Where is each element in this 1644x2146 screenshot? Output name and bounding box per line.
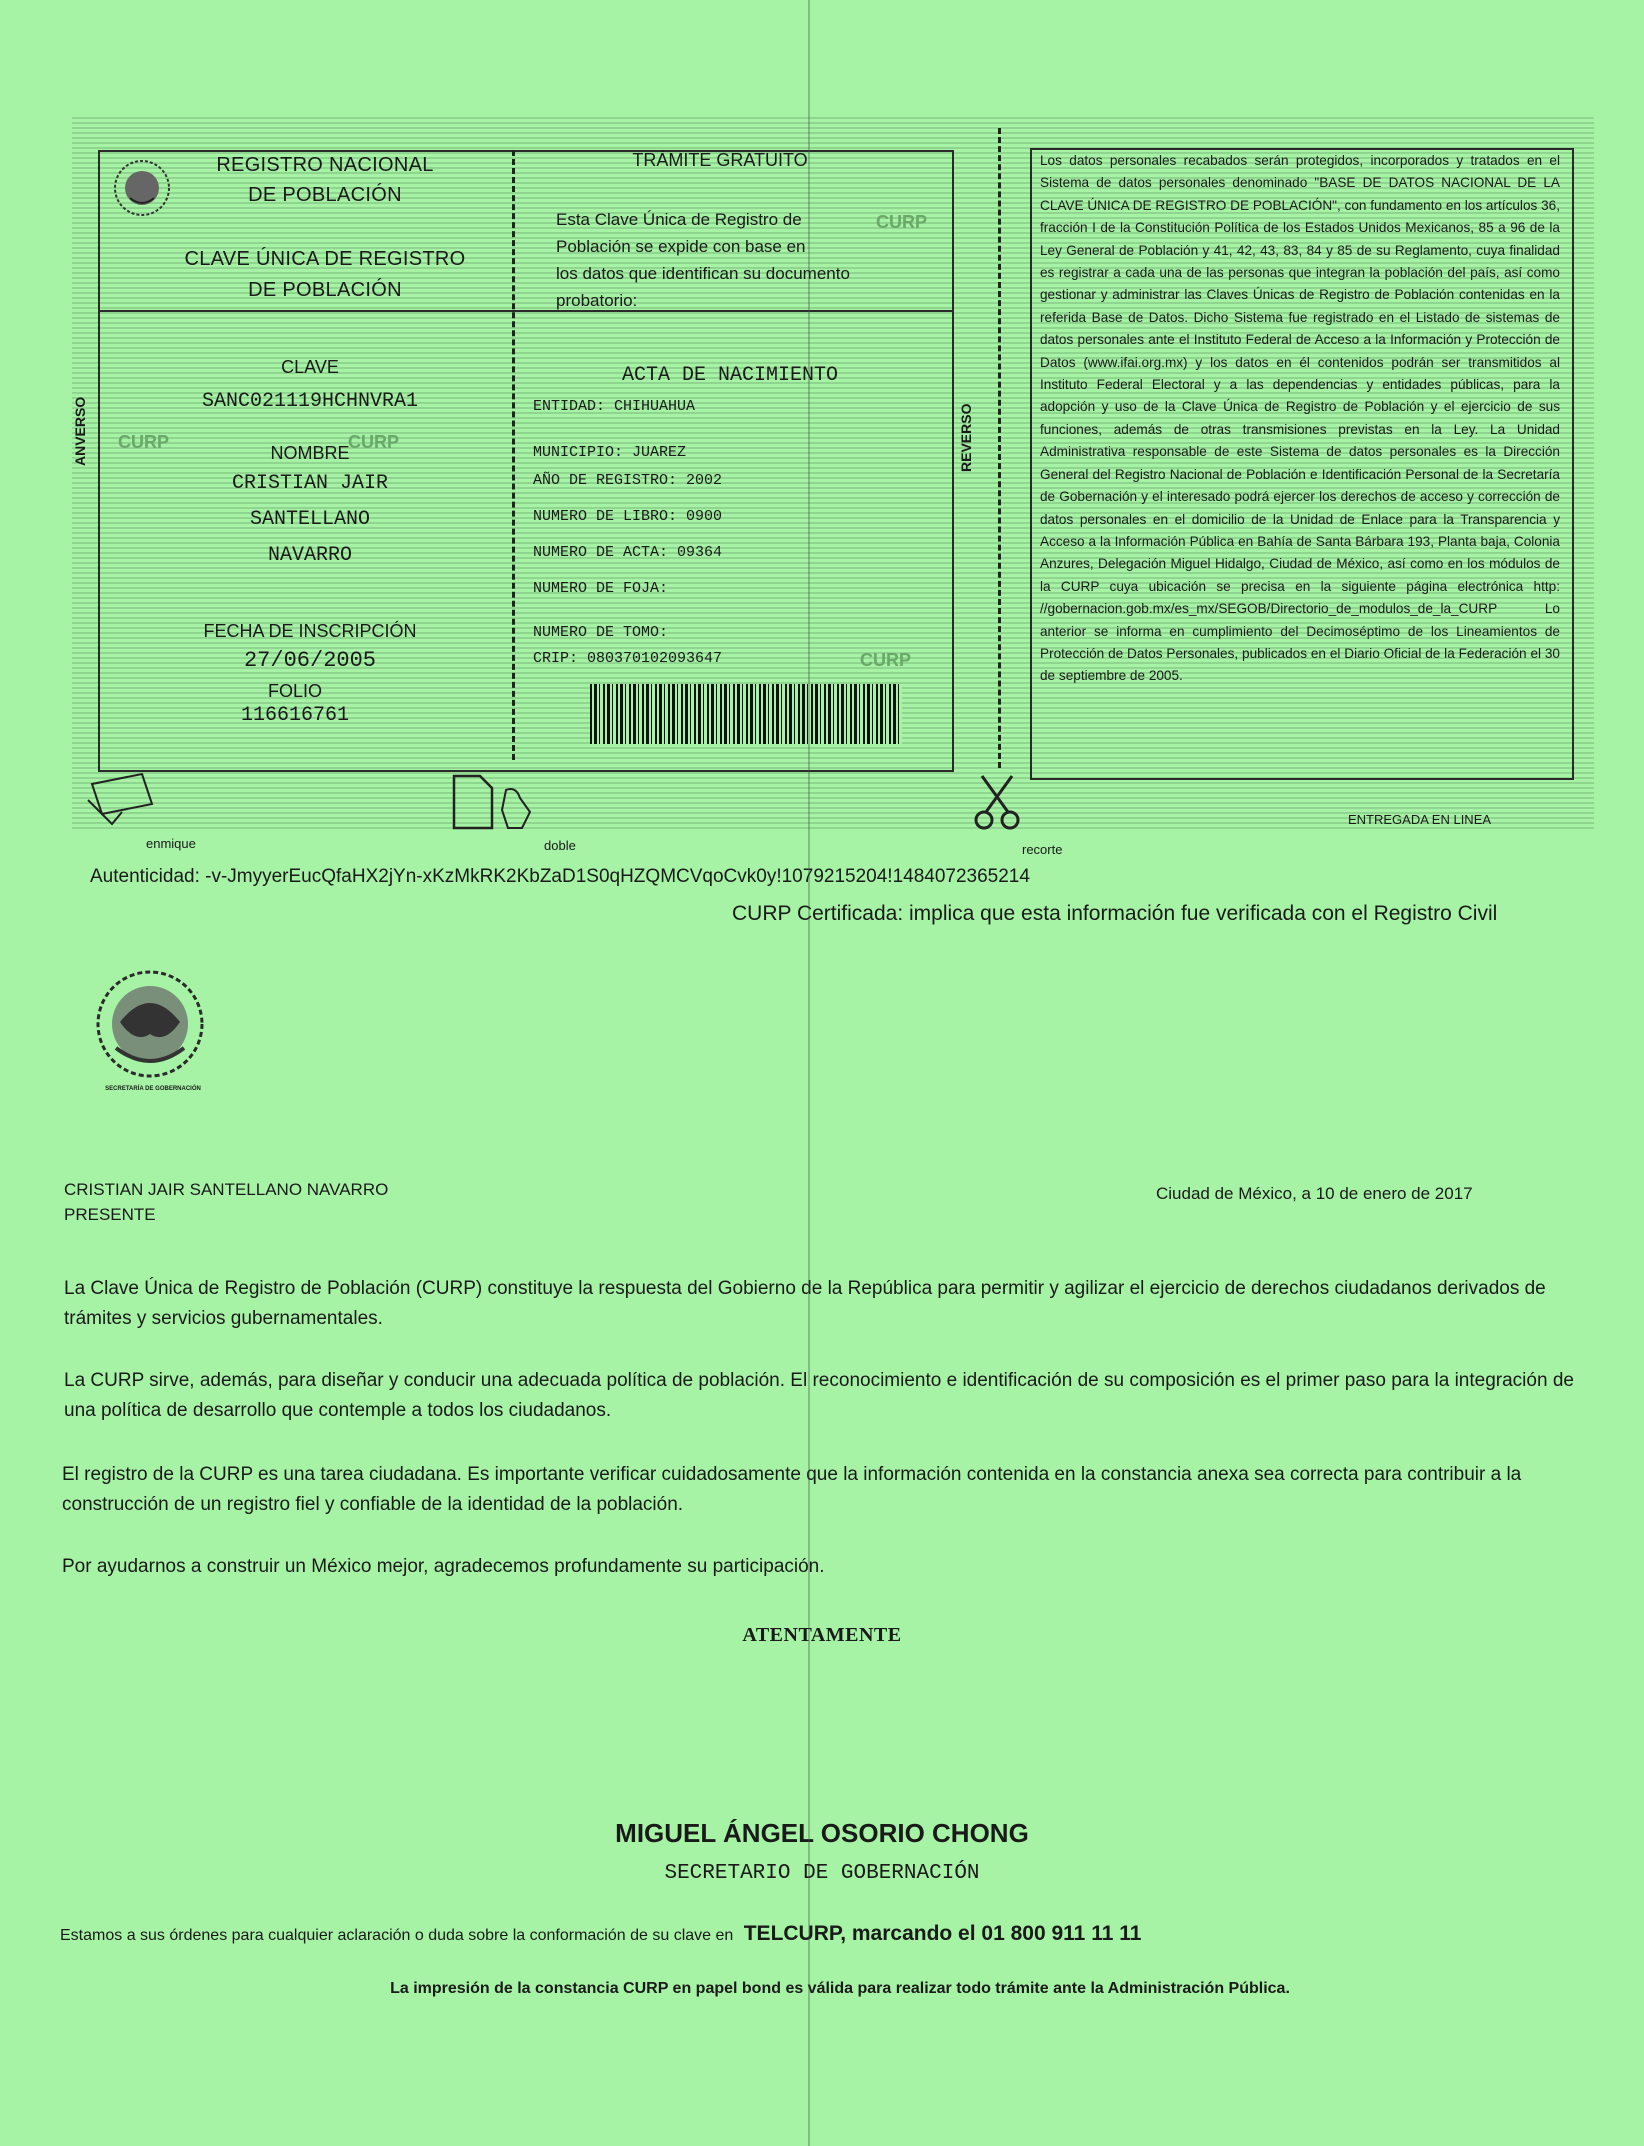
fold-doble-icon (450, 772, 542, 832)
seal-caption: SECRETARÍA DE GOBERNACIÓN (105, 1086, 201, 1092)
contact-text: Estamos a sus órdenes para cualquier aclaración o duda sobre la conformación de su clave en (60, 1927, 734, 1944)
doble-label: doble (544, 838, 576, 853)
paragraph-4: Por ayudarnos a construir un México mejor, agradecemos profundamente su participación. (62, 1556, 825, 1577)
intro-line4: probatorio: (556, 291, 638, 310)
curp-watermark: CURP (118, 432, 170, 452)
signer-name: MIGUEL ÁNGEL OSORIO CHONG (615, 1818, 1029, 1848)
presente: PRESENTE (64, 1205, 156, 1224)
doc-type: ACTA DE NACIMIENTO (621, 364, 839, 387)
nombre-line1: CRISTIAN JAIR (231, 472, 389, 495)
card-title-line2: DE POBLACIÓN (248, 184, 402, 206)
nombre-label: NOMBRE (270, 443, 350, 463)
folio-label: FOLIO (267, 681, 322, 701)
reverso-label: REVERSO (958, 403, 974, 472)
card-title-line1: REGISTRO NACIONAL (216, 154, 434, 176)
letter-date: Ciudad de México, a 10 de enero de 2017 (1156, 1184, 1473, 1203)
tramite-gratuito: TRÁMITE GRATUITO (632, 150, 808, 170)
paragraph-2: La CURP sirve, además, para diseñar y conducir una adecuada política de población. El reconocimiento e identificación de su composición es el primer paso para la integración de una política de desarrollo que contemple a todos los ciudadanos. (64, 1370, 1574, 1421)
numero-libro: NUMERO DE LIBRO: 0900 (533, 508, 723, 525)
autenticidad-string: Autenticidad: -v-JmyyerEucQfaHX2jYn-xKzMkRK2KbZaD1S0qHZQMCVqoCvk0y!1079215204!1484072365214 (90, 866, 1030, 887)
nombre-line2: SANTELLANO (249, 508, 371, 531)
anverso-label: ANVERSO (72, 396, 88, 466)
curp-watermark: CURP (860, 650, 912, 670)
enmique-label: enmique (146, 836, 196, 851)
curp-watermark: CURP (348, 432, 400, 452)
card-subtitle-line1: CLAVE ÚNICA DE REGISTRO (184, 248, 466, 270)
footer-note: La impresión de la constancia CURP en papel bond es válida para realizar todo trámite ante la Administración Pública. (390, 1980, 1290, 1997)
entidad: ENTIDAD: CHIHUAHUA (533, 398, 696, 415)
paragraph-1: La Clave Única de Registro de Población (CURP) constituye la respuesta del Gobierno de la República para permitir y agilizar el ejercicio de derechos ciudadanos derivados de trámites y servicios gubernamentales. (64, 1278, 1546, 1329)
entregada-en-linea: ENTREGADA EN LINEA (1348, 812, 1492, 827)
paper-fold-crease (808, 0, 810, 2146)
card-cut-line (998, 128, 1001, 768)
card-center-fold (512, 150, 515, 760)
curp-certificada: CURP Certificada: implica que esta información fue verificada con el Registro Civil (732, 902, 1498, 925)
fecha-label: FECHA DE INSCRIPCIÓN (203, 621, 417, 641)
numero-foja: NUMERO DE FOJA: (533, 580, 669, 597)
numero-acta: NUMERO DE ACTA: 09364 (533, 544, 723, 561)
fecha-value: 27/06/2005 (243, 648, 377, 673)
crip: CRIP: 080370102093647 (533, 650, 723, 667)
privacy-notice: Los datos personales recabados serán protegidos, incorporados y tratados en el Sistema de datos personales denominado "BASE DE DATOS NACIONAL DE LA CLAVE ÚNICA DE REGISTRO DE POBLACIÓN", con fundamento en los artículos 36, fracción I de la Constitución Política de los Estados Unidos Mexicanos, 85 a 96 de la Ley General de Población y 41, 42, 43, 83, 84 y 85 de su Reglamento, cuya finalidad es registrar a cada una de las personas que integran la población del país, así como gestionar y administrar las Claves Únicas de Registro de Población contenidas en la referida Base de Datos. Dicho Sistema fue registrado en el Listado de sistemas de datos personales ante el Instituto Federal de Acceso a la Información y Protección de Datos (www.ifai.org.mx) y los datos en él contenidos podrán ser transmitidos al Instituto Federal Electoral y a las dependencias y entidades públicas, para la adopción y uso de la Clave Única de Registro de Población y el ejercicio de sus funciones, además de otras transmisiones previstas en la Ley. La Unidad Administrativa responsable de este Sistema de datos personales es la Dirección General del Registro Nacional de Población e Identificación Personal de la Secretaría de Gobernación y el interesado podrá ejercer los derechos de acceso y corrección de datos personales en el domicilio de la Unidad de Enlace para la Transparencia y Acceso a la Información Pública en Bahía de Santa Bárbara 193, Planta baja, Colonia Anzures, Delegación Miguel Hidalgo, Ciudad de México, así como en los módulos de la CURP cuya ubicación se precisa en la siguiente página electrónica http: //gobernacion.gob.mx/es_mx/SEGOB/Directorio_de_modulos_de_la_CURP Lo anterior se informa en cumplimiento del Decimoséptimo de los Lineamientos de Protección de Datos Personales, publicados en el Diario Oficial de la Federación el 30 de septiembre de 2005. (1040, 153, 1560, 684)
escudo-nacional-icon (80, 964, 220, 1088)
intro-line2: Población se expide con base en (556, 237, 806, 256)
closing-atentamente: ATENTAMENTE (742, 1624, 902, 1646)
telcurp-phone: TELCURP, marcando el 01 800 911 11 11 (743, 1922, 1142, 1945)
intro-line3: los datos que identifican su documento (556, 264, 850, 283)
folio-value: 116616761 (240, 704, 350, 727)
signer-title: SECRETARIO DE GOBERNACIÓN (664, 1862, 980, 1885)
intro-line1: Esta Clave Única de Registro de (556, 210, 802, 229)
nombre-line3: NAVARRO (267, 544, 352, 567)
clave-label: CLAVE (281, 357, 339, 377)
municipio: MUNICIPIO: JUAREZ (533, 444, 687, 461)
curp-watermark: CURP (876, 212, 928, 232)
fold-enmique-icon (82, 764, 158, 834)
paragraph-3: El registro de la CURP es una tarea ciudadana. Es importante verificar cuidadosamente que la información contenida en la constancia anexa sea correcta para contribuir a la construcción de un registro fiel y confiable de la identidad de la población. (62, 1464, 1522, 1515)
numero-tomo: NUMERO DE TOMO: (533, 624, 669, 641)
clave-value: SANC021119HCHNVRA1 (201, 390, 419, 413)
recorte-label: recorte (1022, 842, 1063, 857)
scissors-recorte-icon (972, 772, 1022, 832)
card-subtitle-line2: DE POBLACIÓN (248, 279, 402, 301)
anio-registro: AÑO DE REGISTRO: 2002 (533, 472, 723, 489)
barcode (590, 684, 902, 744)
recipient-name: CRISTIAN JAIR SANTELLANO NAVARRO (64, 1180, 389, 1199)
